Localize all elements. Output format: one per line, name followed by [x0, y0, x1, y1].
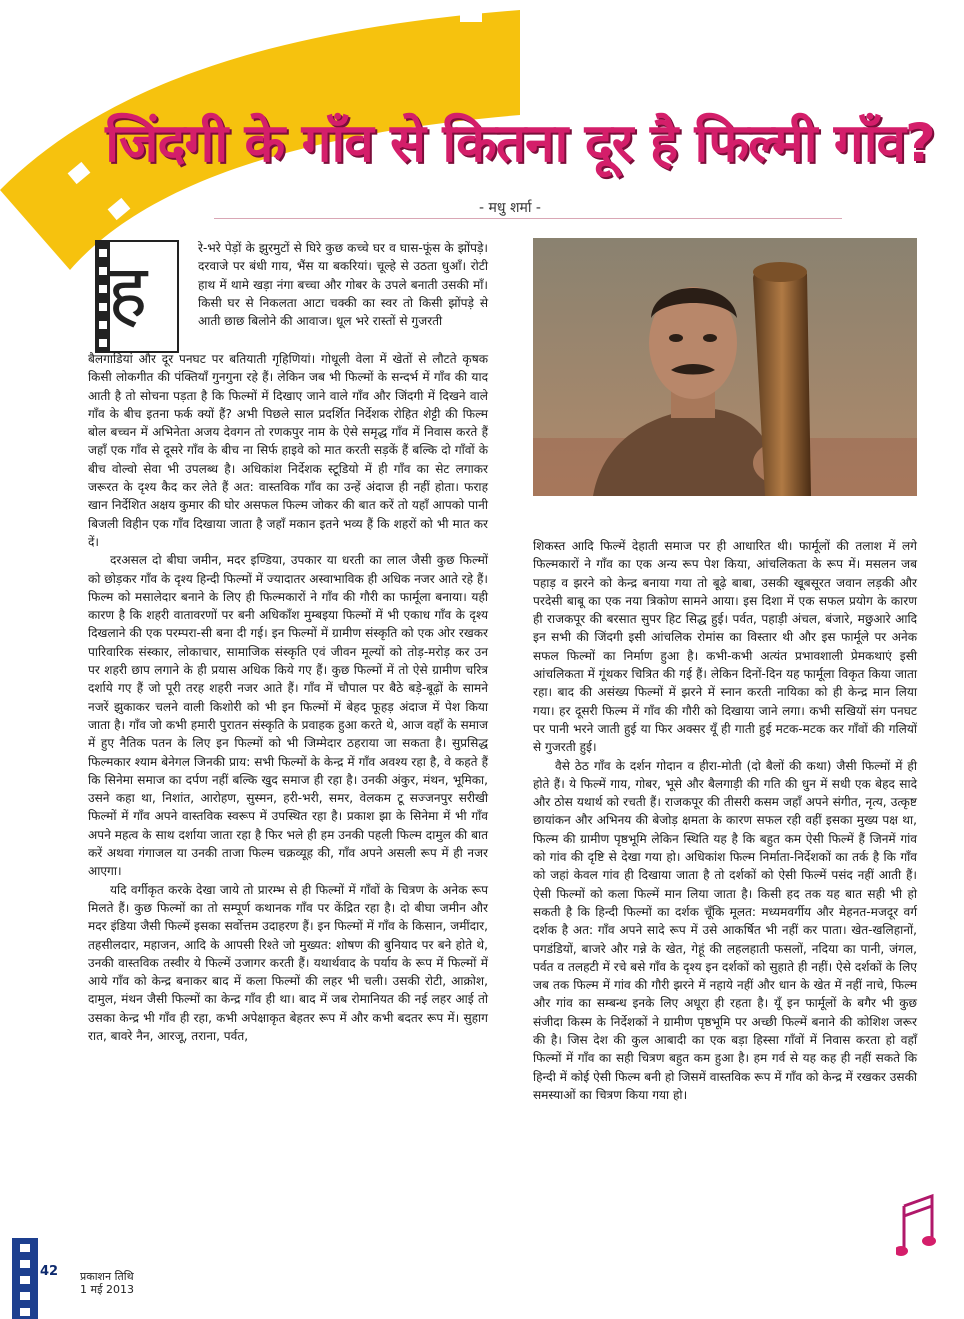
page-number: 42: [40, 1264, 59, 1279]
intro-text: [198, 239, 488, 330]
publication-info: [80, 1270, 134, 1296]
footer-film-frame: [12, 1238, 38, 1319]
divider: [214, 218, 842, 219]
publication-date: 1 मई 2013: [80, 1283, 134, 1296]
music-notes-icon: [896, 1188, 940, 1268]
dropcap-letter: ह: [108, 249, 148, 335]
paragraph-right-2: वैसे ठेठ गाँव के दर्शन गोदान व हीरा-मोती (दो बैलों की कथा) जैसी फिल्मों में ही होते हैं। ये फिल्में गाय, गोबर, भूसे और बैलगाड़ी की गति की धुन में सधी एक बेहद सादे और ठोस यथार्थ को रचती हैं। राजकपूर की तीसरी कसम जहाँ अपने संगीत, नृत्य, उत्कृष्ट छायांकन और अभिनय की बेजोड़ क्षमता के कारण सफल रही वहीं इसका मुख्य पक्ष था, फिल्म की ग्रामीण पृष्ठभूमि लेकिन स्थिति यह है कि बहुत कम ऐसी फिल्में हैं जिनमें गांव को गांव की दृष्टि से देखा गया हो। अधिकांश फिल्म निर्माता-निर्देशकों का तर्क है कि गाँव को जहां केवल गांव ही दिखाया जाता है तो दर्शकों को ऐसी फिल्में पसंद नहीं आती हैं। ऐसी फिल्मों को कला फिल्में मान लिया जाता है। किसी हद तक यह बात सही भी हो सकती है कि हिन्दी फिल्मों का दर्शक चूँकि मूलत: मध्यमवर्गीय और मेहनत-मजदूर वर्ग दर्शक है अत: गाँव अपने सादे रूप में उसे आकर्षित भी नहीं कर पाता। खेत-खलिहानों, पगडंडियों, बाजरे और गन्ने के खेत, गेहूं की लहलहाती फसलों, नदिया का पानी, जंगल, पर्वत व तलहटी में रचे बसे गाँव के दृश्य इन दर्शकों को सुहाते ही नहीं। ऐसे दर्शकों के लिए जब तक फिल्म में गांव की गौरी झरने में नहाये नहीं और धान के खेत में नहीं नाचे, फिल्म और गांव का सम्बन्ध इनके लिए अधूरा ही रहता है। यूँ इन फार्मूलों के बगैर भी कुछ संजीदा किस्म के निर्देशकों ने ग्रामीण पृष्ठभूमि पर अच्छी फिल्में बनाने की कोशिश जरूर की है। जिस देश की कुल आबादी का एक बड़ा हिस्सा गाँवों में निवास करता हो वहाँ फिल्मों में गाँव का सही चित्रण बहुत कम हुआ है। हम गर्व से यह कह ही नहीं सकते कि हिन्दी में कोई ऐसी फिल्म बनी हो जिसमें वास्तविक रूप में गाँव को केन्द्र में रखकर उसकी समस्याओं का चित्रण किया गया हो।: [533, 758, 917, 1102]
article-title: जिंदगी के गाँव से कितना दूर है फिल्मी गाँव?: [105, 113, 935, 174]
paragraph-left-3: यदि वर्गीकृत करके देखा जाये तो प्रारम्भ से ही फिल्मों में गाँवों के चित्रण के अनेक रूप मिलते हैं। कुछ फिल्मों का तो सम्पूर्ण कथानक गाँव पर केंद्रित रहा है। दो बीघा जमीन और मदर इंडिया जैसी फिल्में इसका सर्वोत्तम उदाहरण हैं। इन फिल्मों में गाँव के किसान, जमींदार, तहसीलदार, महाजन, आदि के आपसी रिश्ते जो मुख्यत: शोषण की बुनियाद पर बने होते थे, उनकी वास्तविक तस्वीर ये फिल्में उजागर करती हैं। यथार्थवाद के पर्याय के रूप में फिल्मों में आये गाँव को केन्द्र बनाकर बाद में कला फिल्मों की लहर भी चली। उसकी रोटी, आक्रोश, दामुल, मंथन जैसी फिल्मों का केन्द्र गाँव ही था। बाद में जब रोमानियत की नई लहर आई तो उसका केन्द्र भी गाँव ही रहा, कभी अपेक्षाकृत बेहतर रूप में और कभी बदतर रूप में। सुहाग रात, बावरे नैन, आरजू, तराना, पर्वत,: [88, 882, 488, 1043]
byline: - मधु शर्मा -: [479, 200, 541, 216]
paragraph-left-1: बैलगाडियां और दूर पनघट पर बतियाती गृहिणियां। गोधूली वेला में खेतों से लौटते कृषक किसी लोकगीत की पंक्तियाँ गुनगुना रहे हैं। लेकिन जब भी फिल्मों के सन्दर्भ में गाँव की याद आती है तो सोचना पड़ता है कि फिल्मों में दिखाए जाने वाले गाँव और जिंदगी में दिखने वाले गाँव के बीच इतना फर्क क्यों हैं? अभी पिछले साल प्रदर्शित निर्देशक रोहित शेट्टी की फिल्म बोल बच्चन में अभिनेता अजय देवगन तो रणकपुर नाम के ऐसे समृद्ध गाँव में निवास करते हैं जहाँ एक गाँव से दूसरे गाँव के बीच ना सिर्फ हाइवे को मात करती सड़कें हैं बल्कि दो गाँवों के बीच वोल्वो सेवा भी उपलब्ध है। अधिकांश निर्देशक स्टूडियो में ही गाँव का सेट लगाकर जरूरत के दृश्य कैद कर लेते हैं अत: वास्तविक गाँव का उन्हें अंदाज ही नहीं होता। फराह खान निर्देशित अक्षय कुमार की घोर असफल फिल्म जोकर की बात करें तो यहाँ आपको पानी बिजली विहीन एक गाँव दिखाया जाता है जहाँ मकान इतने भव्य हैं कि शहरों को भी मात कर दें।: [88, 352, 488, 549]
left-column: [88, 350, 488, 1045]
publication-label: प्रकाशन तिथि: [80, 1270, 134, 1283]
article-photo: [533, 238, 917, 496]
paragraph-left-2: दरअसल दो बीघा जमीन, मदर इण्डिया, उपकार या धरती का लाल जैसी कुछ फिल्मों को छोड़कर गाँव के दृश्य हिन्दी फिल्मों में ज्यादातर अस्वाभाविक ही अधिक नजर आते रहे हैं। फिल्म को मसालेदार बनाने के लिए ही फिल्मकारों ने गाँव की गौरी का फार्मूला बनाया। यही कारण है कि शहरी वातावरणों पर बनी अधिकाँश मुम्बइया फिल्मों में भी एकाध गाँव के दृश्य दिखलाने की एक परम्परा-सी बना दी गई। इन फिल्मों में ग्रामीण संस्कृति को एक ओर रखकर पारिवारिक संस्कार, लोकाचार, सामाजिक संस्कृति एवं जीवन मूल्यों को तोड़-मरोड़ कर उन पर शहरी छाप लगाने के ही प्रयास अधिक किये गए हैं। कुछ फिल्मों में तो ऐसे ग्रामीण चरित्र दर्शाये गए हैं जो पूरी तरह शहरी नजर आते हैं। गाँव में चौपाल पर बैठे बड़े-बूढ़ों के सामने नजरें झुकाकर चलने वाली किशोरी को भी इन फिल्मों में बेहद फूहड़ अंदाज में पेश किया जाता है। गाँव जो कभी हमारी पुरातन संस्कृति के प्रवाहक हुआ करते थे, आज वहाँ के समाज में हुए नैतिक पतन के लिए इन फिल्मों को भी जिम्मेदार ठहराया जा सकता है। सुप्रसिद्ध फिल्मकार श्याम बेनेगल जिनकी प्राय: सभी फिल्मों के केन्द्र में गाँव अवश्य रहा है, वे कहते हैं कि सिनेमा समाज का दर्पण नहीं बल्कि खुद समाज ही रहा है। उनकी अंकुर, मंथन, भूमिका, उसने कहा था, निशांत, आरोहण, सुस्मन, हरी-भरी, समर, वेलकम टू सज्जनपुर सरीखी फिल्मों में गाँव अपने वास्तविक स्वरूप में उपस्थित रहा है। प्रकाश झा के सिनेमा में भी गाँव अपने महत्व के साथ दर्शाया जाता रहा है फिर भले ही हम उनकी पहली फिल्म दामुल की बात करें अथवा गंगाजल या उनकी ताजा फिल्म चक्रव्यूह की, गाँव अपने असली रूप में ही नजर आएगा।: [88, 553, 488, 879]
right-column: [533, 537, 917, 1104]
intro-paragraph: रे-भरे पेड़ों के झुरमुटों से घिरे कुछ कच्चे घर व घास-फूंस के झोंपड़े। दरवाजे पर बंधी गाय, भैंस या बकरियां। चूल्हे से उठता धुआँ। रोटी हाथ में थामे खड़ा नंगा बच्चा और गोबर के उपले बनाती उसकी माँ। किसी घर से निकलता आटा चक्की का स्वर तो किसी झोंपड़े से आती छाछ बिलोने की आवाज। धूल भरे रास्तों से गुजरती: [198, 241, 488, 329]
paragraph-right-1: शिकस्त आदि फिल्में देहाती समाज पर ही आधारित थी। फार्मूलों की तलाश में लगे फिल्मकारों ने गाँव का एक अन्य रूप पेश किया, आंचलिकता के रूप में। मसलन जब पहाड़ व झरने को केन्द्र बनाया गया तो बूढ़े बाबा, उसकी खूबसूरत जवान लड़की और परदेसी बाबू का एक नया त्रिकोण सामने आया। इस दिशा में एक सफल प्रयोग के कारण ही राजकपूर की बरसात सुपर हिट सिद्ध हुई। पर्वत, पहाड़ी अंचल, बंजारे, मछुआरे आदि इन सभी की जिंदगी इसी आंचलिक रोमांस का विस्तार थी और इस फार्मूले पर अनेक सफल फिल्मों का निर्माण हुआ है। कभी-कभी अत्यंत प्रभावशाली प्रेमकथाएं इसी आंचलिकता में गूंथकर चित्रित की गई हैं। लेकिन दिनों-दिन यह फार्मूला विकृत किया जाता रहा। बाद की असंख्य फिल्मों में झरने में स्नान करती नायिका को ही केन्द्र मान लिया गया। हर दूसरी फिल्म में गाँव की गौरी को दिखाया जाने लगा। कभी सखियों संग पनघट पर पानी भरने जाती हुई या फिर अक्सर यूँ ही गाती हुई मटक-मटक कर गाँवों की गलियों से गुजरती हुई।: [533, 539, 917, 755]
